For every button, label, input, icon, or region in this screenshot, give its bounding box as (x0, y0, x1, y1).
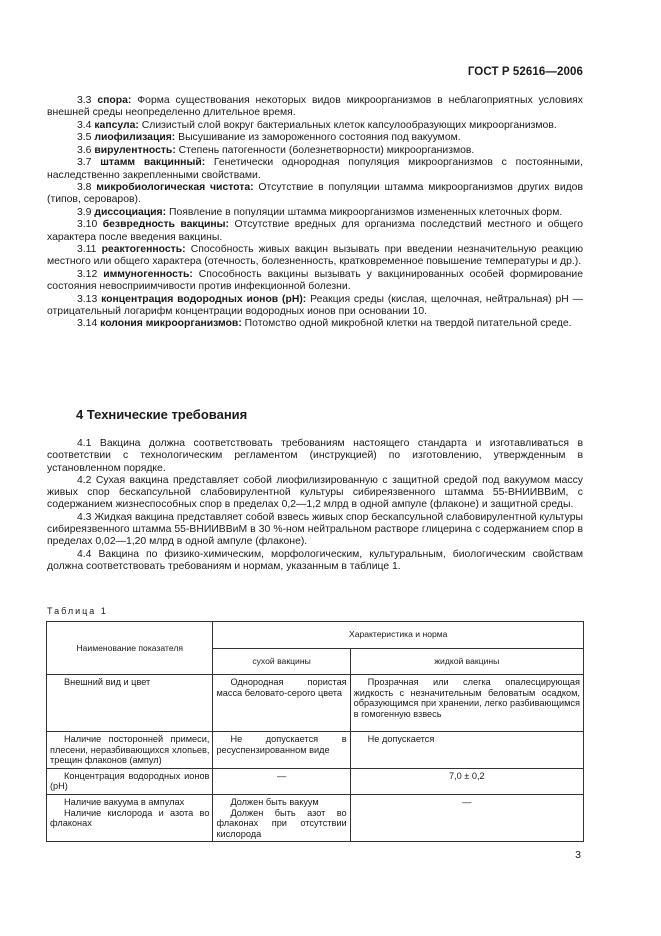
definition-number: 3.5 (77, 132, 92, 144)
cell-dry-vacuum: Должен быть вакуум (230, 796, 319, 807)
section-title: 4 Технические требования (76, 407, 248, 422)
definition-item (47, 157, 583, 181)
definition-term: микробиологическая чистота: (96, 182, 254, 194)
cell-indicator (47, 794, 213, 841)
definition-item (47, 95, 583, 119)
definition-number: 3.12 (77, 268, 98, 280)
cell-liquid: — (350, 794, 583, 841)
definition-item (47, 219, 583, 243)
definition-text: Отсутствие в популяции штамма микроорганизмов других видов (типов, сероваров). (47, 182, 583, 206)
table-row (47, 768, 584, 794)
definition-term: лиофилизация: (94, 132, 176, 144)
cell-dry (213, 794, 350, 841)
table-header-liquid: жидкой вакцины (350, 648, 583, 675)
definition-term: колония микроорганизмов: (100, 318, 242, 330)
definition-text: Отсутствие вредных для организма последствий местного и общего характера после введения вакцины. (47, 219, 584, 243)
definition-text: Форма существования некоторых видов микроорганизмов в неблагоприятных условиях внешней среды неопределенно длительное время. (47, 95, 583, 119)
definition-item (47, 269, 583, 293)
definition-number: 3.9 (77, 206, 92, 218)
table-header-dry: сухой вакцины (213, 648, 350, 675)
definition-term: капсула: (94, 119, 139, 131)
table-row (47, 732, 584, 769)
table-row (47, 675, 584, 732)
standard-designation: ГОСТ Р 52616—2006 (467, 66, 583, 78)
cell-liquid: Не допускается (350, 732, 583, 769)
definition-text: Реакция среды (кислая, щелочная, нейтральная) рН — отрицательный логарифм концентрации водородных ионов при основании 10. (47, 293, 584, 317)
cell-indicator-vacuum: Наличие вакуума в ампулах (64, 796, 185, 807)
definition-item (47, 120, 583, 132)
definition-term: штамм вакцинный: (100, 157, 206, 169)
table-row (47, 794, 584, 841)
definition-number: 3.4 (77, 119, 92, 131)
definition-term: концентрация водородных ионов (рН): (101, 293, 307, 305)
definition-term: вирулентность: (94, 144, 176, 156)
table-header-group: Характеристика и норма (213, 622, 584, 649)
requirement-item: 4.3 Жидкая вакцина представляет собой взвесь живых спор бескапсульной слабовирулентной культуры сибиреязвенного штамма 55-ВНИИВВиМ в 30 %-ном нейтральном растворе глицерина с содержанием спор в пределах 0,02—1,20 млрд в одной ампуле (флаконе). (47, 511, 583, 548)
definition-number: 3.10 (77, 219, 98, 231)
definition-text: Потомство одной микробной клетки на твердой питательной среде. (241, 318, 572, 330)
table-caption: Таблица 1 (47, 606, 108, 616)
definition-text: Генетически однородная популяция микроорганизмов с постоянными, наследственно закрепленными свойствами. (47, 157, 583, 181)
specification-table (46, 621, 584, 842)
definition-number: 3.8 (77, 182, 92, 194)
table-header-indicator: Наименование показателя (47, 622, 213, 675)
definition-item (47, 294, 583, 318)
requirement-item: 4.4 Вакцина по физико-химическим, морфологическим, культуральным, биологическим свойствам должна соответствовать требованиям и нормам, указанным в таблице 1. (47, 548, 583, 572)
definition-term: реактогенность: (101, 244, 186, 256)
cell-indicator: Наличие посторонней примеси, плесени, неразбивающихся хлопьев, трещин флаконов (ампул) (47, 732, 213, 769)
definition-number: 3.11 (77, 244, 97, 256)
definition-number: 3.3 (77, 95, 92, 106)
definition-item (47, 182, 583, 206)
definition-text: Высушивание из замороженного состояния под вакуумом. (175, 132, 461, 144)
cell-indicator: Концентрация водородных ионов (рН) (47, 768, 213, 794)
definition-number: 3.14 (77, 318, 98, 330)
requirement-item: 4.2 Сухая вакцина представляет собой лиофилизированную с защитной средой под вакуумом массу живых спор бескапсульной слабовирулентной культуры сибиреязвенного штамма 55-ВНИИВВиМ, с содержанием жизнеспособных спор в пределах 0,2—1,2 млрд в одной ампуле (флаконе) и защитной среды. (47, 474, 583, 511)
definition-number: 3.7 (77, 157, 92, 169)
cell-dry: Однородная пористая масса беловато-серого цвета (213, 675, 350, 732)
cell-dry: — (213, 768, 350, 794)
definition-text: Слизистый слой вокруг бактериальных клеток капсулообразующих микроорганизмов. (138, 119, 557, 131)
definition-item (47, 145, 583, 157)
definition-text: Способность вакцины вызывать у вакцинированных особей формирование состояния невосприимчивости против инфекционной болезни. (47, 268, 583, 292)
definition-term: иммуногенность: (103, 268, 193, 280)
definition-term: спора: (97, 95, 132, 106)
definition-number: 3.6 (77, 144, 92, 156)
definition-item (47, 244, 583, 268)
cell-dry: Не допускается в ресуспензированном виде (213, 732, 350, 769)
definitions-list (47, 95, 583, 331)
requirement-item: 4.1 Вакцина должна соответствовать требованиям настоящего стандарта и изготавливаться в соответствии с технологическим регламентом (инструкцией) по изготовлению, утвержденным в установленном порядке. (47, 438, 583, 474)
page-number: 3 (575, 849, 581, 861)
definition-item (47, 318, 583, 330)
requirements-list (47, 438, 583, 573)
cell-indicator: Внешний вид и цвет (47, 675, 213, 732)
definition-text: Степень патогенности (болезнетворности) микроорганизмов. (175, 144, 475, 156)
definition-term: диссоциация: (94, 206, 167, 218)
definition-term: безвредность вакцины: (102, 219, 230, 231)
definition-text: Появление в популяции штамма микроорганизмов измененных клеточных форм. (166, 206, 563, 218)
definition-number: 3.13 (77, 293, 98, 305)
cell-indicator-gas: Наличие кислорода и азота во флаконах (50, 807, 210, 829)
cell-dry-gas: Должен быть азот во флаконах при отсутствии кислорода (216, 807, 347, 839)
definition-text: Способность живых вакцин вызывать при введении незначительную реакцию местного или общего характера (отечность, болезненность, кратковременное повышение температуры и др.). (47, 244, 584, 268)
cell-liquid: 7,0 ± 0,2 (350, 768, 583, 794)
definition-item (47, 207, 583, 219)
cell-liquid: Прозрачная или слегка опалесцирующая жидкость с незначительным беловатым осадком, образующимся при хранении, легко разбивающимся в гомогенную взвесь (350, 675, 583, 732)
definition-item (47, 132, 583, 144)
